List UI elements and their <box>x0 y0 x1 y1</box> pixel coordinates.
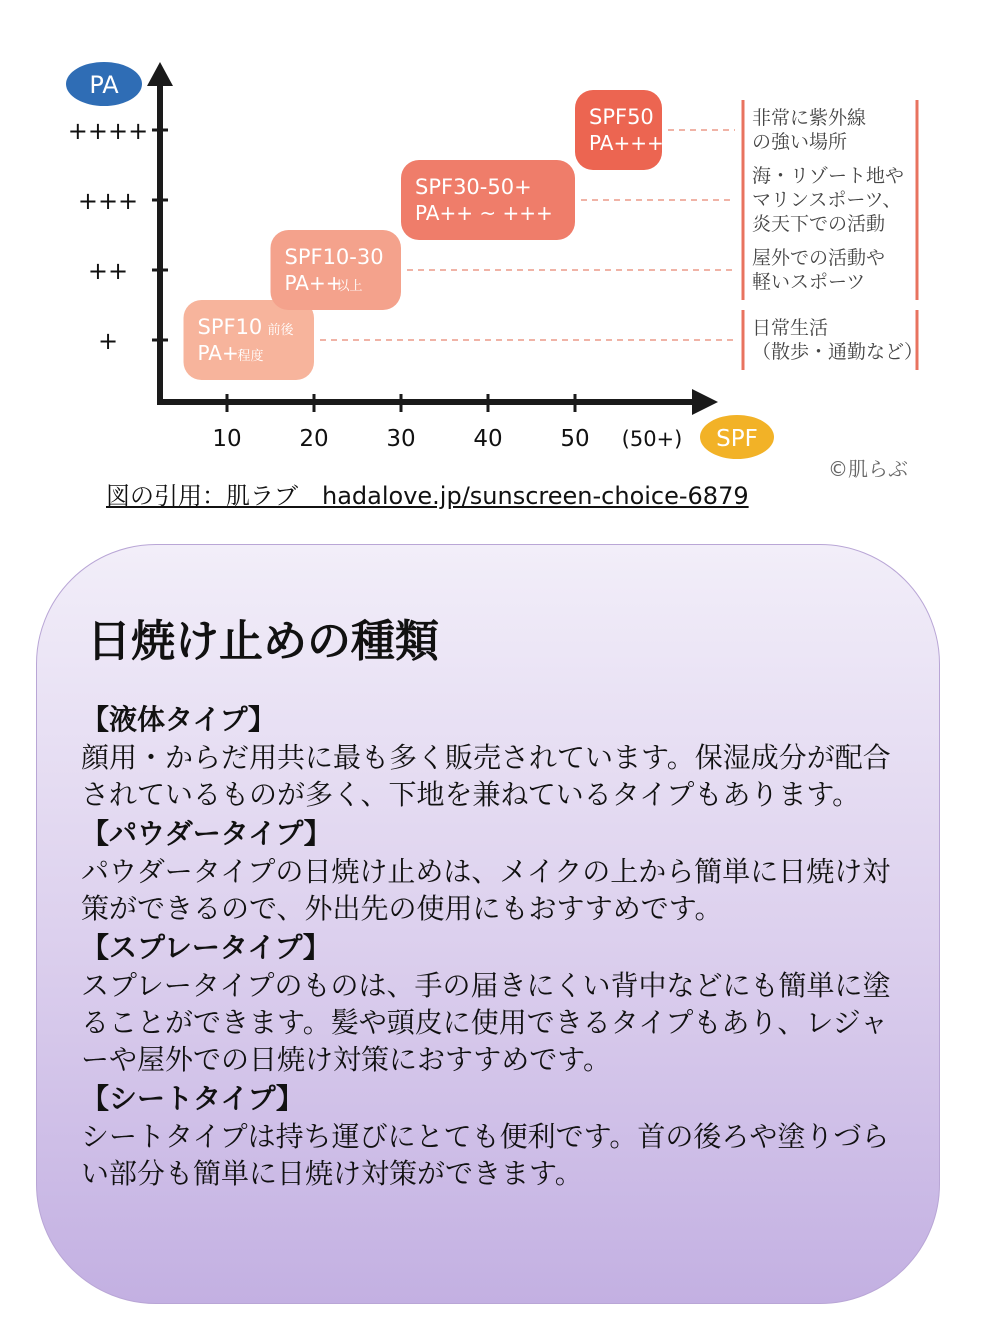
section-sheet <box>81 1080 911 1192</box>
pa-badge-label: PA <box>89 71 119 99</box>
y-tick-label: + <box>97 327 119 355</box>
section-body: シートタイプは持ち運びにとても便利です。首の後ろや塗りづらい部分も簡単に日焼け対策ができます。 <box>81 1120 890 1190</box>
section-heading: 【シートタイプ】 <box>81 1082 304 1115</box>
usage-label: 日常生活 <box>752 317 829 339</box>
spf-box-line1-note: 前後 <box>267 323 294 338</box>
section-heading: 【スプレータイプ】 <box>81 931 331 964</box>
x-tick-label: 50 <box>560 426 590 452</box>
usage-label: （散歩・通勤など） <box>752 341 924 363</box>
y-tick-label: ++++ <box>67 117 149 145</box>
y-axis-arrow-icon <box>147 62 173 86</box>
x-tick-label: 40 <box>473 426 503 452</box>
usage-label: 炎天下での活動 <box>752 213 886 235</box>
spf-box-line1: SPF10-30 <box>284 245 384 269</box>
spf-box-line1: SPF10 <box>197 315 263 339</box>
spf-box-line2-note: 程度 <box>237 349 264 364</box>
spf-box-line2: PA++ <box>284 271 343 295</box>
spf-pa-chart <box>0 0 1008 480</box>
y-tick-label: ++ <box>87 257 129 285</box>
usage-label: 海・リゾート地や <box>752 165 905 187</box>
section-body: スプレータイプのものは、手の届きにくい背中などにも簡単に塗ることができます。髪や頭皮に使用できるタイプもあり、レジャーや屋外での日焼け対策におすすめです。 <box>81 969 891 1076</box>
spf-box-line2: PA++ ~ +++ <box>415 201 553 225</box>
spf-box-line2: PA++++ <box>589 131 681 155</box>
usage-label: 軽いスポーツ <box>752 271 866 293</box>
usage-label: 非常に紫外線 <box>752 107 867 129</box>
x-axis-arrow-icon <box>692 389 718 415</box>
sunscreen-types-panel <box>36 544 940 1304</box>
panel-title: 日焼け止めの種類 <box>87 616 439 667</box>
x-tick-label: (50+) <box>621 427 683 451</box>
section-heading: 【液体タイプ】 <box>81 703 276 736</box>
spf-box <box>271 230 402 310</box>
spf-box-line2-note: 以上 <box>336 279 363 294</box>
spf-box-line2: PA+ <box>197 341 239 365</box>
spf-box <box>184 300 315 380</box>
usage-label: の強い場所 <box>752 131 848 153</box>
spf-badge-label: SPF <box>716 426 758 452</box>
usage-label: 屋外での活動や <box>752 247 886 269</box>
y-tick-label: +++ <box>77 187 139 215</box>
x-tick-label: 10 <box>212 426 242 452</box>
citation-link[interactable]: 図の引用：肌ラブ hadalove.jp/sunscreen-choice-6879 <box>106 482 749 510</box>
section-spray <box>81 929 911 1078</box>
section-powder <box>81 815 911 927</box>
usage-label: マリンスポーツ、 <box>752 189 902 211</box>
x-tick-label: 30 <box>386 426 416 452</box>
spf-box <box>401 160 575 240</box>
spf-box-line1: SPF30-50+ <box>415 175 532 199</box>
section-body: 顔用・からだ用共に最も多く販売されています。保湿成分が配合されているものが多く、下地を兼ねているタイプもあります。 <box>81 741 891 811</box>
section-list <box>81 701 911 1194</box>
spf-box-line1: SPF50 <box>589 105 654 129</box>
section-body: パウダータイプの日焼け止めは、メイクの上から簡単に日焼け対策ができるので、外出先の使用にもおすすめです。 <box>81 855 891 925</box>
spf-box <box>575 90 662 170</box>
x-tick-label: 20 <box>299 426 329 452</box>
section-heading: 【パウダータイプ】 <box>81 817 332 850</box>
watermark-logo: ©肌らぶ <box>828 457 908 480</box>
section-liquid <box>81 701 911 813</box>
